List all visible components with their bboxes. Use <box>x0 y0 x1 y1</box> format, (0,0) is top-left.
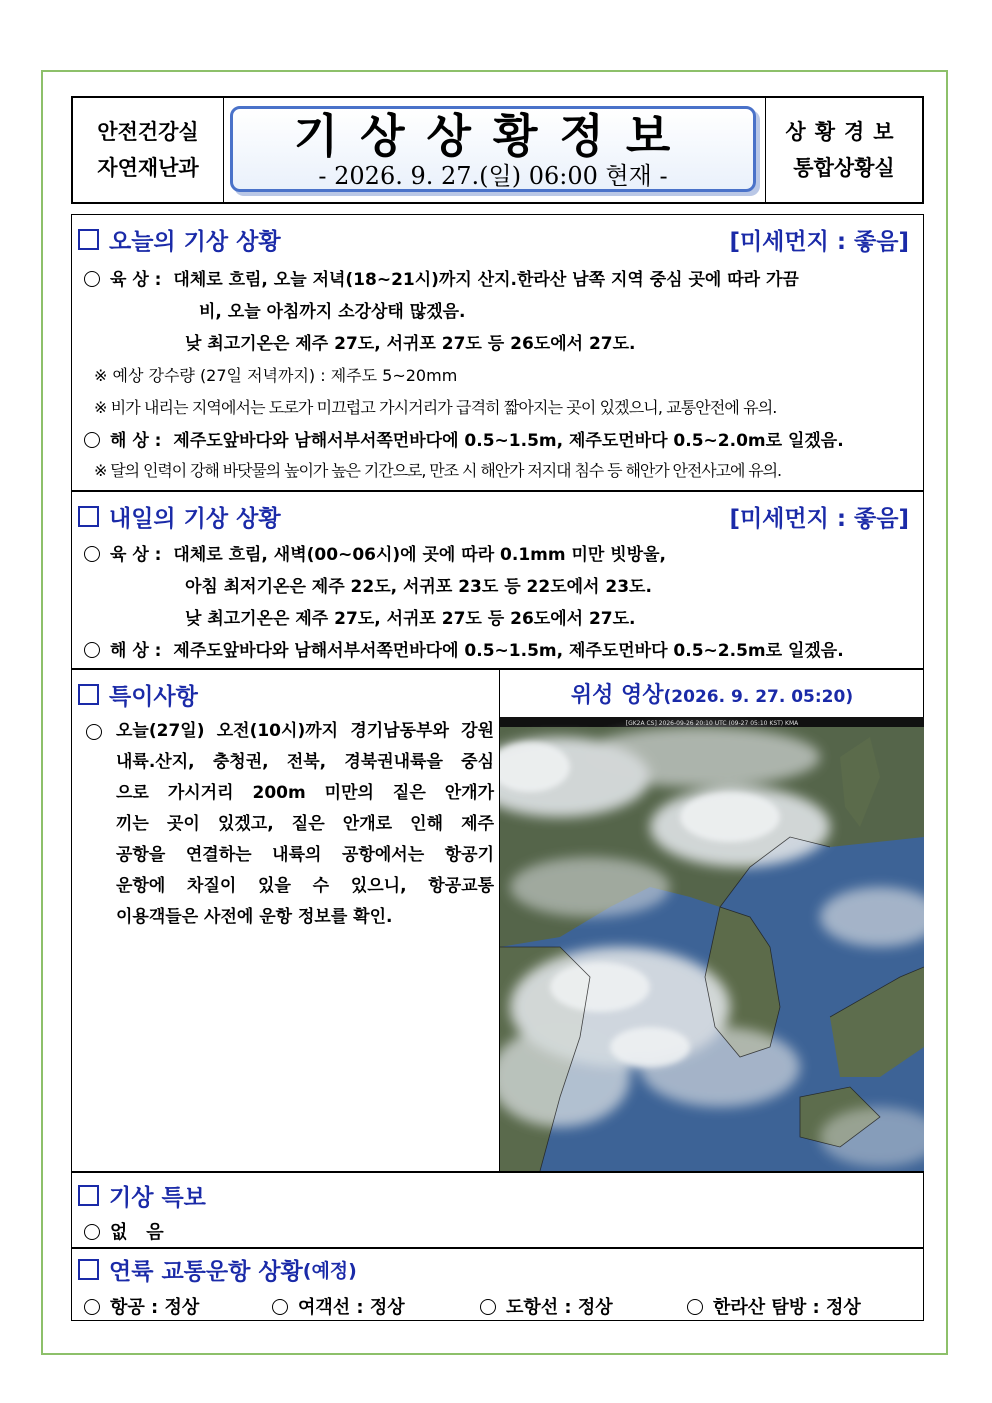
transport-section <box>71 1248 924 1321</box>
special-notice <box>86 716 494 933</box>
today-sea-label: 해 상 : <box>110 431 162 451</box>
circle-bullet-icon <box>687 1299 703 1315</box>
circle-bullet-icon <box>84 1224 100 1240</box>
satellite-banner: [GK2A CS] 2026-09-26 20:10 UTC (09-27 05:10 KST) KMA <box>625 720 799 727</box>
circle-bullet-icon <box>272 1299 288 1315</box>
today-sea-line: 제주도앞바다와 남해서부서쪽먼바다에 0.5~1.5m, 제주도먼바다 0.5~2.0m로 일겠음. <box>173 431 844 451</box>
title-box <box>230 106 756 192</box>
issuer-line1: 상황경보 <box>785 120 903 144</box>
status-ferry-text: 여객선 : 정상 <box>298 1297 405 1318</box>
circle-bullet-icon <box>480 1299 496 1315</box>
issuer-line2: 통합상황실 <box>793 156 895 180</box>
status-hallasan-text: 한라산 탐방 : 정상 <box>713 1297 861 1318</box>
status-airline <box>84 1293 199 1319</box>
special-line: 운항에 차질이 있을 수 있으니, 항공교통 <box>116 876 494 896</box>
department-line1: 안전건강실 <box>97 120 199 144</box>
special-section <box>71 669 924 1172</box>
satellite-map-graphic <box>500 717 924 1171</box>
department-block <box>73 98 224 202</box>
warning-value: 없 음 <box>110 1222 164 1243</box>
satellite-title <box>500 678 924 709</box>
checkbox-icon <box>78 684 99 705</box>
special-heading-text: 특이사항 <box>109 684 198 710</box>
special-line: 으로 가시거리 200m 미만의 짙은 안개가 <box>116 783 494 803</box>
satellite-title-text: 위성 영상 <box>570 683 664 708</box>
today-heading <box>78 223 281 256</box>
tomorrow-land-line1: 대체로 흐림, 새벽(00~06시)에 곳에 따라 0.1mm 미만 빗방울, <box>173 545 666 565</box>
tomorrow-land-line3: 낮 최고기온은 제주 27도, 서귀포 27도 등 26도에서 27도. <box>185 609 636 629</box>
tomorrow-dust-status: [미세먼지 : 좋음] <box>729 506 909 532</box>
today-tide-note: ※ 달의 인력이 강해 바닷물의 높이가 높은 기간으로, 만조 시 해안가 저지대 침수 등 해안가 안전사고에 유의. <box>94 461 782 480</box>
satellite-panel <box>499 670 924 1171</box>
special-line: 공항을 연결하는 내륙의 공항에서는 항공기 <box>116 845 494 865</box>
page-title: 기상상황정보 <box>293 109 693 163</box>
special-line: 끼는 곳이 있겠고, 짙은 안개로 인해 제주 <box>116 814 494 834</box>
transport-heading-suffix: (예정) <box>302 1260 357 1282</box>
tomorrow-heading <box>78 500 281 533</box>
special-line: 오늘(27일) 오전(10시)까지 경기남동부와 강원 <box>116 721 494 741</box>
status-island-ferry-text: 도항선 : 정상 <box>506 1297 613 1318</box>
today-land-label: 육 상 : <box>110 270 162 290</box>
circle-bullet-icon <box>84 642 100 658</box>
today-dust-status: [미세먼지 : 좋음] <box>729 229 909 255</box>
satellite-time: (2026. 9. 27. 05:20) <box>663 687 854 707</box>
warning-heading-text: 기상 특보 <box>109 1185 206 1211</box>
transport-heading <box>78 1253 357 1286</box>
tomorrow-sea-line: 제주도앞바다와 남해서부서쪽먼바다에 0.5~1.5m, 제주도먼바다 0.5~2.5m로 일겠음. <box>173 641 844 661</box>
today-section <box>71 214 924 491</box>
status-airline-text: 항공 : 정상 <box>110 1297 200 1318</box>
department-line2: 자연재난과 <box>97 156 199 180</box>
tomorrow-land-label: 육 상 : <box>110 545 162 565</box>
status-ferry <box>272 1293 405 1319</box>
tomorrow-sea-label: 해 상 : <box>110 641 162 661</box>
report-header <box>71 96 924 204</box>
tomorrow-sea-row <box>84 636 844 661</box>
tomorrow-land-row <box>84 540 666 565</box>
special-line: 내륙.산지, 충청권, 전북, 경북권내륙을 중심 <box>116 752 494 772</box>
circle-bullet-icon <box>84 271 100 287</box>
special-line: 이용객들은 사전에 운항 정보를 확인. <box>116 907 393 927</box>
checkbox-icon <box>78 1259 99 1280</box>
issuer-block <box>765 98 922 202</box>
today-land-line3: 낮 최고기온은 제주 27도, 서귀포 27도 등 26도에서 27도. <box>185 334 636 354</box>
tomorrow-section <box>71 491 924 669</box>
special-heading <box>78 678 198 711</box>
warning-row <box>84 1218 164 1244</box>
satellite-image <box>500 717 924 1171</box>
today-sea-row <box>84 426 844 451</box>
circle-bullet-icon <box>86 724 102 740</box>
today-land-line1: 대체로 흐림, 오늘 저녁(18~21시)까지 산지.한라산 남쪽 지역 중심 곳에 따라 가끔 <box>173 270 799 290</box>
today-rain-note: ※ 예상 강수량 (27일 저녁까지) : 제주도 5~20mm <box>94 366 458 385</box>
warning-section <box>71 1172 924 1248</box>
checkbox-icon <box>78 1185 99 1206</box>
circle-bullet-icon <box>84 1299 100 1315</box>
circle-bullet-icon <box>84 432 100 448</box>
today-land-line2: 비, 오늘 아침까지 소강상태 많겠음. <box>199 302 466 322</box>
status-island-ferry <box>480 1293 613 1319</box>
circle-bullet-icon <box>84 546 100 562</box>
checkbox-icon <box>78 506 99 527</box>
today-land-row <box>84 265 799 290</box>
today-traffic-note: ※ 비가 내리는 지역에서는 도로가 미끄럽고 가시거리가 급격히 짧아지는 곳이 있겠으니, 교통안전에 유의. <box>94 398 777 417</box>
report-datetime: - 2026. 9. 27.(일) 06:00 현재 - <box>318 162 668 190</box>
checkbox-icon <box>78 229 99 250</box>
status-hallasan <box>687 1293 861 1319</box>
tomorrow-land-line2: 아침 최저기온은 제주 22도, 서귀포 23도 등 22도에서 23도. <box>185 577 652 597</box>
warning-heading <box>78 1179 206 1212</box>
today-heading-text: 오늘의 기상 상황 <box>109 229 281 255</box>
transport-heading-text: 연륙 교통운항 상황 <box>109 1259 303 1285</box>
tomorrow-heading-text: 내일의 기상 상황 <box>109 506 281 532</box>
